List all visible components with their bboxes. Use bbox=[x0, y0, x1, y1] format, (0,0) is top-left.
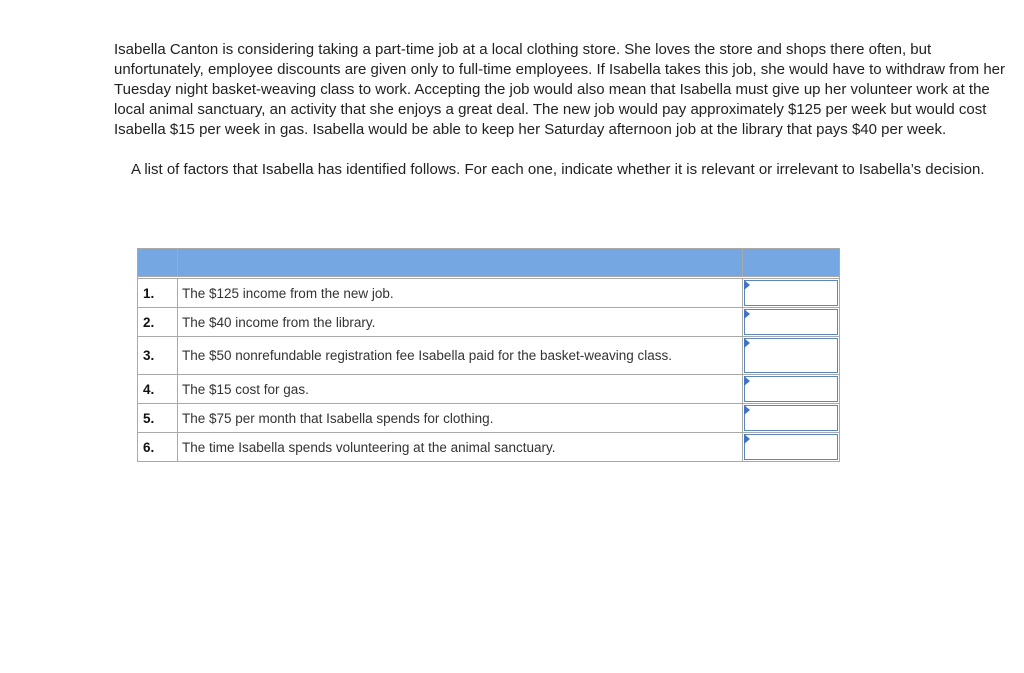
table-row bbox=[138, 433, 840, 462]
table-row bbox=[138, 337, 840, 375]
row-number: 1. bbox=[138, 279, 178, 308]
answer-cell bbox=[743, 375, 840, 404]
row-number: 3. bbox=[138, 337, 178, 375]
answer-cell bbox=[743, 404, 840, 433]
table-row bbox=[138, 404, 840, 433]
row-number: 6. bbox=[138, 433, 178, 462]
row-factor-text: The $75 per month that Isabella spends for clothing. bbox=[178, 404, 743, 433]
relevance-dropdown[interactable] bbox=[744, 280, 838, 306]
factors-table bbox=[137, 248, 840, 462]
row-number: 2. bbox=[138, 308, 178, 337]
answer-cell bbox=[743, 433, 840, 462]
relevance-dropdown[interactable] bbox=[744, 338, 838, 373]
problem-instructions-paragraph: A list of factors that Isabella has identified follows. For each one, indicate whether it is relevant or irrelevant to Isabella’s decision. bbox=[131, 161, 985, 178]
table-header-row bbox=[138, 249, 840, 277]
header-cell-number bbox=[138, 249, 178, 277]
row-factor-text: The time Isabella spends volunteering at the animal sanctuary. bbox=[178, 433, 743, 462]
relevance-dropdown[interactable] bbox=[744, 376, 838, 402]
row-factor-text: The $40 income from the library. bbox=[178, 308, 743, 337]
header-cell-description bbox=[178, 249, 743, 277]
answer-cell bbox=[743, 337, 840, 375]
problem-intro-paragraph: Isabella Canton is considering taking a part-time job at a local clothing store. She loves the store and shops there often, but unfortunately, employee discounts are given only to full-time employees. If Isabella takes this job, she would have to withdraw from her Tuesday night basket-weaving class to work. Accepting the job would also mean that Isabella must give up her volunteer work at the local animal sanctuary, an activity that she enjoys a great deal. The new job would pay approximately $125 per week but would cost Isabella $15 per week in gas. Isabella would be able to keep her Saturday afternoon job at the library that pays $40 per week. bbox=[114, 41, 1006, 138]
header-cell-answer bbox=[743, 249, 840, 277]
row-factor-text: The $125 income from the new job. bbox=[178, 279, 743, 308]
row-number: 4. bbox=[138, 375, 178, 404]
dropdown-marker-icon bbox=[744, 376, 750, 386]
relevance-dropdown[interactable] bbox=[744, 405, 838, 431]
dropdown-marker-icon bbox=[744, 434, 750, 444]
dropdown-marker-icon bbox=[744, 309, 750, 319]
answer-cell bbox=[743, 308, 840, 337]
problem-text-container bbox=[114, 40, 1014, 180]
relevance-dropdown[interactable] bbox=[744, 434, 838, 460]
table-row bbox=[138, 375, 840, 404]
table-row bbox=[138, 308, 840, 337]
relevance-dropdown[interactable] bbox=[744, 309, 838, 335]
dropdown-marker-icon bbox=[744, 405, 750, 415]
dropdown-marker-icon bbox=[744, 338, 750, 348]
row-factor-text: The $50 nonrefundable registration fee Isabella paid for the basket-weaving class. bbox=[178, 337, 743, 375]
row-factor-text: The $15 cost for gas. bbox=[178, 375, 743, 404]
dropdown-marker-icon bbox=[744, 280, 750, 290]
table-row bbox=[138, 279, 840, 308]
answer-cell bbox=[743, 279, 840, 308]
row-number: 5. bbox=[138, 404, 178, 433]
